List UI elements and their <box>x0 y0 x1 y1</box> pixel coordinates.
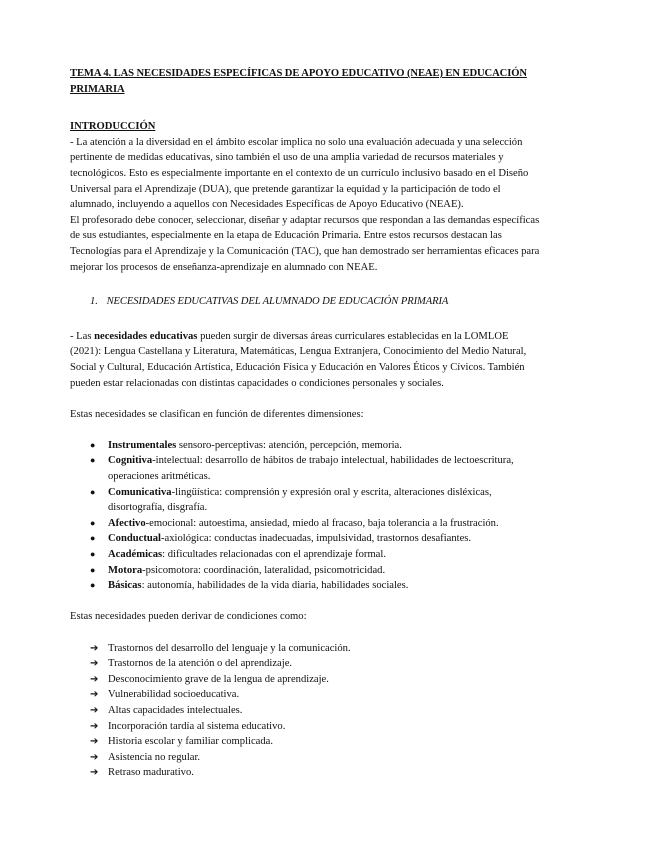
dimension-term: Motora <box>108 564 143 576</box>
dimension-term: Conductual <box>108 533 161 545</box>
section-1-title: NECESIDADES EDUCATIVAS DEL ALUMNADO DE EDUCACIÓN PRIMARIA <box>106 296 449 308</box>
condition-text: Asistencia no regular. <box>108 751 201 763</box>
dimension-item <box>90 531 540 547</box>
condition-item <box>90 641 540 657</box>
dimension-item <box>90 547 540 563</box>
arrow-icon: ➔ <box>90 736 99 748</box>
dimension-term: Instrumentales <box>108 439 177 451</box>
dimension-term: Comunicativa <box>108 486 172 498</box>
condition-text: Trastornos de la atención o del aprendizaje. <box>108 658 293 670</box>
condition-item <box>90 703 540 719</box>
dimension-description: -lingüística: comprensión y expresión oral y escrita, alteraciones disléxicas, disortografía, disgrafía. <box>108 486 492 514</box>
dimension-description: sensoro-perceptivas: atención, percepción, memoria. <box>176 439 402 451</box>
arrow-icon: ➔ <box>90 689 99 701</box>
spacer <box>70 594 540 610</box>
arrow-icon: ➔ <box>90 767 99 779</box>
arrow-icon: ➔ <box>90 751 99 763</box>
dimension-item <box>90 485 540 516</box>
section-1-number: 1. <box>90 296 98 308</box>
condition-item <box>90 672 540 688</box>
dimension-description: -axiológica: conductas inadecuadas, impulsividad, trastornos desafiantes. <box>160 533 472 545</box>
classify-text: Estas necesidades se clasifican en función de diferentes dimensiones: <box>70 408 364 420</box>
condition-text: Desconocimiento grave de la lengua de aprendizaje. <box>108 673 329 685</box>
dimension-description: : autonomía, habilidades de la vida diaria, habilidades sociales. <box>141 580 409 592</box>
dimension-term: Académicas <box>108 549 163 561</box>
lead-prefix: - Las <box>70 330 95 342</box>
document-title: TEMA 4. LAS NECESIDADES ESPECÍFICAS DE APOYO EDUCATIVO (NEAE) EN EDUCACIÓN PRIMARIA <box>70 68 527 95</box>
dimensions-list <box>70 438 540 594</box>
arrow-icon: ➔ <box>90 658 99 670</box>
bullet-icon: ● <box>90 580 96 591</box>
dimension-item <box>90 516 540 532</box>
condition-text: Vulnerabilidad socioeducativa. <box>108 689 240 701</box>
spacer <box>70 391 540 407</box>
bullet-icon: ● <box>90 533 96 544</box>
arrow-icon: ➔ <box>90 673 99 685</box>
document-page <box>70 66 540 781</box>
arrow-icon: ➔ <box>90 720 99 732</box>
conditions-text: Estas necesidades pueden derivar de condiciones como: <box>70 611 307 623</box>
arrow-icon: ➔ <box>90 704 99 716</box>
bullet-icon: ● <box>90 564 96 575</box>
lead-rest: pueden surgir de diversas áreas curriculares establecidas en la LOMLOE (2021): Lengua Castellana y Literatura, Matemáticas, Lengua Extranjera, Conocimiento del Medio Natural, Social y Cultural, Educación Artística, Educación Física y Educación en Valores Éticos y Cívicos. También pueden estar relacionadas con distintas capacidades o condiciones personales y sociales. <box>70 330 527 389</box>
intro-heading: INTRODUCCIÓN <box>70 121 156 133</box>
condition-text: Altas capacidades intelectuales. <box>108 704 243 716</box>
condition-text: Incorporación tardía al sistema educativo. <box>108 720 286 732</box>
intro-paragraph-2: El profesorado debe conocer, seleccionar, diseñar y adaptar recursos que respondan a las demandas específicas de sus estudiantes, especialmente en la etapa de Educación Primaria. Entre estos recursos destacan las Tecnologías para el Aprendizaje y la Comunicación (TAC), que han demostrado ser herramientas eficaces para mejorar los procesos de enseñanza-aprendizaje en alumnado con NEAE. <box>70 214 540 273</box>
dimension-term: Básicas <box>108 580 142 592</box>
condition-item <box>90 750 540 766</box>
section-1-heading <box>90 294 540 310</box>
dimension-item <box>90 453 540 484</box>
condition-text: Trastornos del desarrollo del lenguaje y la comunicación. <box>108 642 351 654</box>
bullet-icon: ● <box>90 549 96 560</box>
spacer <box>70 422 540 438</box>
dimension-description: : dificultades relacionadas con el aprendizaje formal. <box>162 549 386 561</box>
dimension-term: Afectivo <box>108 517 146 529</box>
dimension-description: -intelectual: desarrollo de hábitos de trabajo intelectual, habilidades de lectoescritura, operaciones aritméticas. <box>108 455 514 483</box>
condition-text: Retraso madurativo. <box>108 767 194 779</box>
dimension-item <box>90 578 540 594</box>
bullet-icon: ● <box>90 455 96 466</box>
condition-item <box>90 765 540 781</box>
bullet-icon: ● <box>90 486 96 497</box>
dimension-term: Cognitiva <box>108 455 153 467</box>
intro-paragraph-1: - La atención a la diversidad en el ámbito escolar implica no solo una evaluación adecuada y una selección pertinente de medidas educativas, sino también el uso de una amplia variedad de recursos materiales y tecnológicos. Esto es especialmente importante en el contexto de un currículo inclusivo basado en el Diseño Universal para el Aprendizaje (DUA), que pretende garantizar la equidad y la participación de todo el alumnado, incluyendo a aquellos con Necesidades Específicas de Apoyo Educativo (NEAE). <box>70 136 529 211</box>
condition-item <box>90 656 540 672</box>
lead-bold-term: necesidades educativas <box>94 330 198 342</box>
spacer <box>70 625 540 641</box>
dimension-item <box>90 438 540 454</box>
section-1-lead <box>70 329 540 391</box>
condition-item <box>90 734 540 750</box>
dimension-description: -emocional: autoestima, ansiedad, miedo al fracaso, baja tolerancia a la frustración. <box>145 517 499 529</box>
dimension-description: -psicomotora: coordinación, lateralidad, psicomotricidad. <box>142 564 386 576</box>
condition-item <box>90 687 540 703</box>
conditions-list <box>70 641 540 781</box>
arrow-icon: ➔ <box>90 642 99 654</box>
condition-text: Historia escolar y familiar complicada. <box>108 736 274 748</box>
bullet-icon: ● <box>90 517 96 528</box>
dimension-item <box>90 563 540 579</box>
condition-item <box>90 719 540 735</box>
bullet-icon: ● <box>90 439 96 450</box>
